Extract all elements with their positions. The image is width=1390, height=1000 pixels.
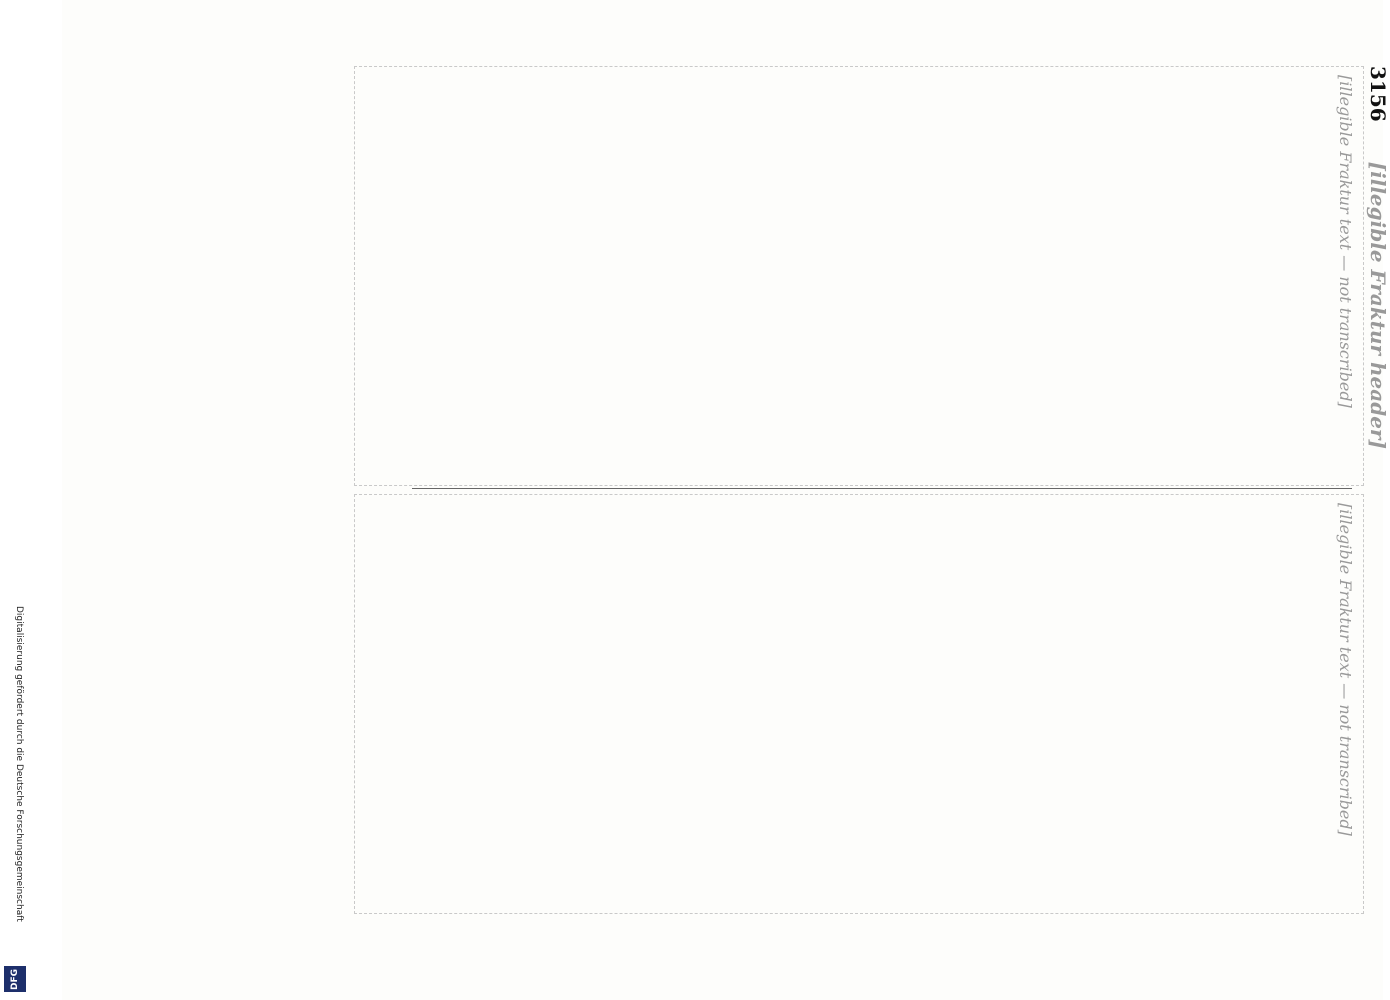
column-text: [illegible Fraktur text — not transcribed] xyxy=(1336,503,1355,836)
column-text: [illegible Fraktur text — not transcribed] xyxy=(1336,75,1355,408)
page-header xyxy=(1366,66,1390,946)
scanned-page xyxy=(62,0,1390,1000)
page-number: 3156 xyxy=(1366,66,1390,122)
credit-line: Digitalisierung gefördert durch die Deutsche Forschungsgemeinschaft xyxy=(14,606,24,922)
text-column-left xyxy=(354,66,1364,486)
running-title: [illegible Fraktur header] xyxy=(1366,161,1390,449)
dfg-logo: DFG xyxy=(4,966,26,992)
text-column-right xyxy=(354,494,1364,914)
credit-strip xyxy=(0,0,30,1000)
column-divider xyxy=(412,488,1352,489)
